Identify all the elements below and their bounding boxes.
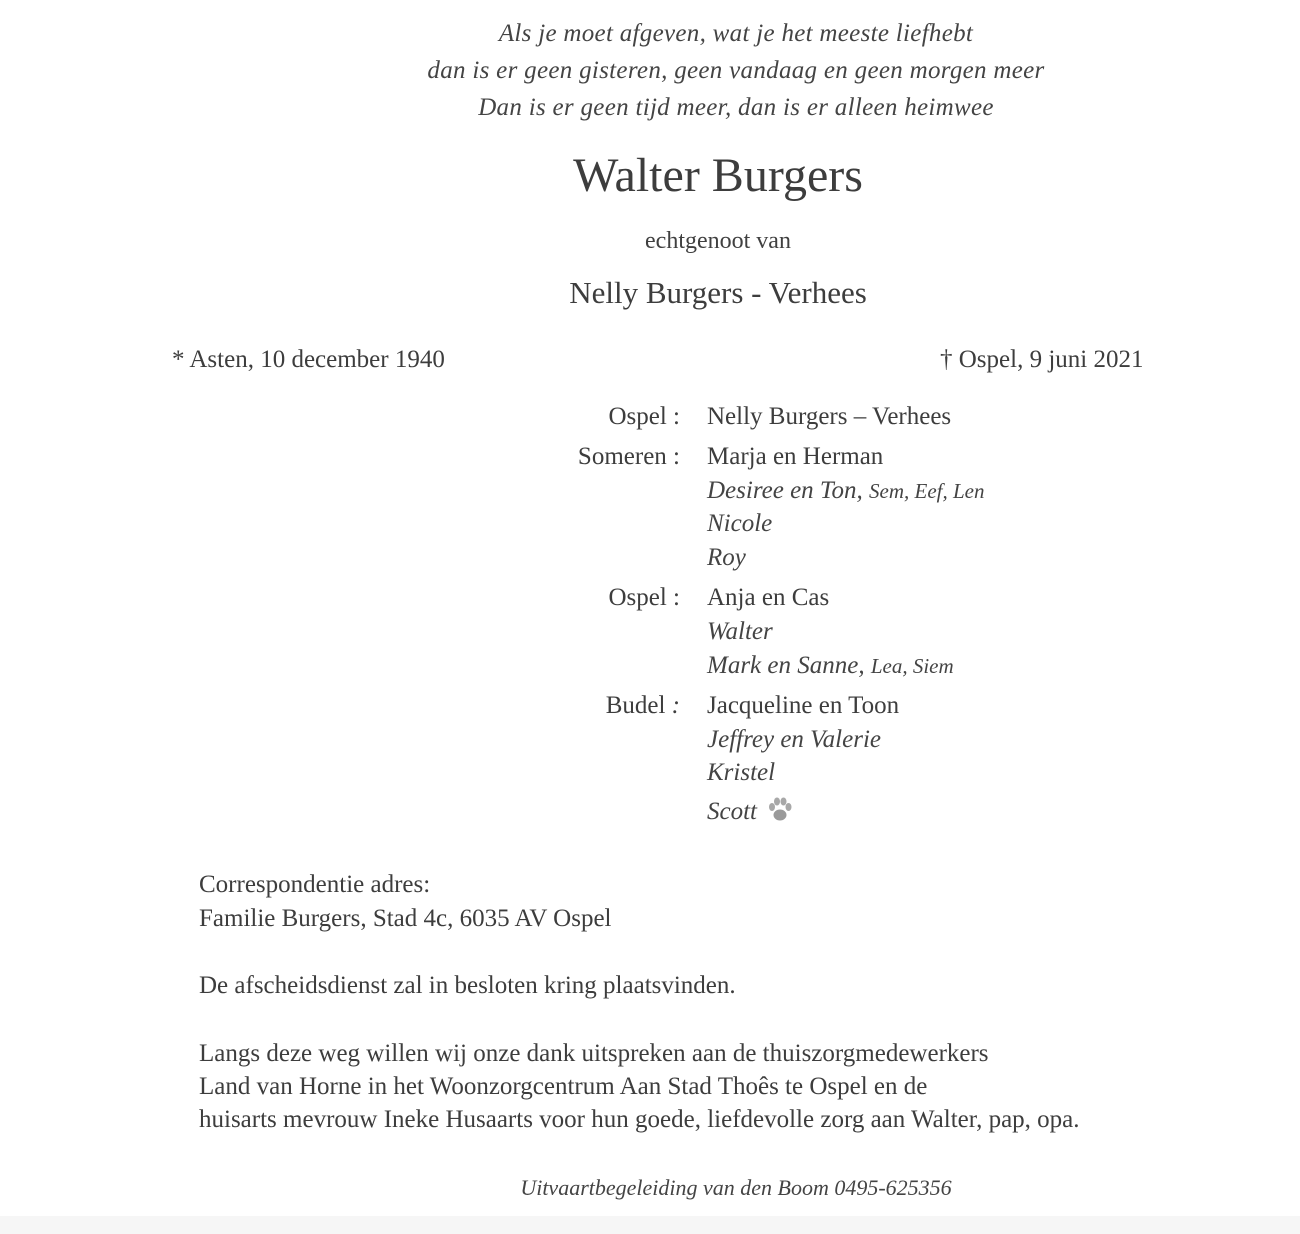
family-place-someren: Someren : xyxy=(577,443,680,470)
child-name: Desiree en Ton, xyxy=(707,477,863,504)
child-name: Scott xyxy=(707,798,757,826)
relation-text: echtgenoot van xyxy=(645,228,791,254)
family-name-marja: Marja en Herman xyxy=(707,443,884,470)
family-child-mark xyxy=(707,652,954,680)
place-colon: : xyxy=(671,692,680,719)
poem-line-3: Dan is er geen tijd meer, dan is er alleen heimwee xyxy=(478,94,994,121)
spouse-name: Nelly Burgers - Verhees xyxy=(569,275,867,310)
death-date: † Ospel, 9 juni 2021 xyxy=(940,346,1144,373)
family-child-jeffrey: Jeffrey en Valerie xyxy=(707,726,881,753)
family-name-anja: Anja en Cas xyxy=(707,584,830,611)
place-name: Budel xyxy=(605,692,666,719)
family-place-ospel-2: Ospel : xyxy=(608,584,680,611)
child-name: Mark en Sanne, xyxy=(707,652,865,679)
correspondence-label: Correspondentie adres: xyxy=(199,871,431,898)
funeral-director-footer: Uitvaartbegeleiding van den Boom 0495-625356 xyxy=(520,1175,952,1200)
deceased-name: Walter Burgers xyxy=(573,149,863,202)
family-place-ospel: Ospel : xyxy=(608,403,680,430)
bottom-band xyxy=(0,1216,1300,1234)
correspondence-address: Familie Burgers, Stad 4c, 6035 AV Ospel xyxy=(199,905,612,932)
family-child-kristel: Kristel xyxy=(707,759,776,786)
poem-line-1: Als je moet afgeven, wat je het meeste liefhebt xyxy=(498,20,974,47)
grandchildren-names: Lea, Siem xyxy=(870,654,954,678)
family-child-scott xyxy=(707,796,793,831)
service-note: De afscheidsdienst zal in besloten kring plaatsvinden. xyxy=(199,972,736,999)
family-child-nicole: Nicole xyxy=(707,510,773,537)
family-name-nelly: Nelly Burgers – Verhees xyxy=(707,403,952,430)
birth-date: * Asten, 10 december 1940 xyxy=(172,346,445,373)
family-child-roy: Roy xyxy=(707,544,746,571)
family-child-desiree xyxy=(707,477,985,505)
poem-line-2: dan is er geen gisteren, geen vandaag en geen morgen meer xyxy=(427,57,1045,84)
thanks-line-3: huisarts mevrouw Ineke Husaarts voor hun goede, liefdevolle zorg aan Walter, pap, opa. xyxy=(199,1106,1080,1133)
grandchildren-names: Sem, Eef, Len xyxy=(869,479,985,503)
family-name-jacqueline: Jacqueline en Toon xyxy=(707,692,900,719)
family-child-walter: Walter xyxy=(707,618,773,645)
thanks-line-2: Land van Horne in het Woonzorgcentrum Aan Stad Thoês te Ospel en de xyxy=(199,1073,928,1100)
family-place-budel xyxy=(480,692,680,720)
thanks-line-1: Langs deze weg willen wij onze dank uitspreken aan de thuiszorgmedewerkers xyxy=(199,1040,989,1067)
paw-icon xyxy=(767,796,793,831)
